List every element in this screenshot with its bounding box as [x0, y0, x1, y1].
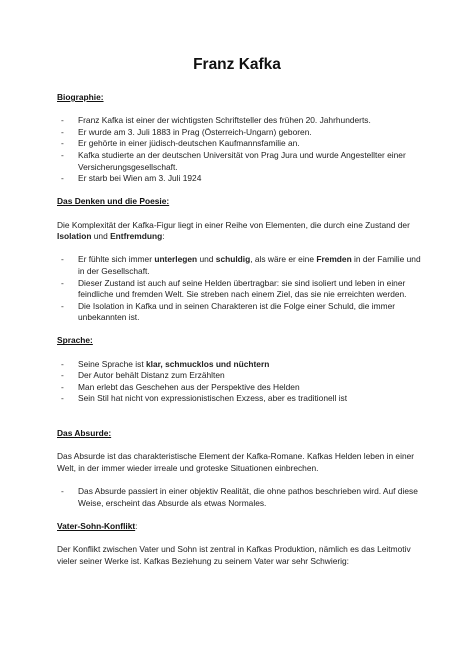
- text-run: Seine Sprache ist: [78, 358, 146, 369]
- list-item: [57, 359, 425, 371]
- heading-colon: :: [135, 520, 138, 531]
- list-item: - Er wurde am 3. Juli 1883 in Prag (Österreich-Ungarn) geboren.: [57, 127, 425, 139]
- section-heading-absurde: Das Absurde:: [57, 428, 112, 439]
- denken-list: [57, 254, 425, 324]
- section-heading-biographie: Biographie:: [57, 92, 104, 102]
- list-item: - Er starb bei Wien am 3. Juli 1924: [57, 173, 425, 185]
- document-body: [57, 92, 425, 567]
- list-item: - Der Autor behält Distanz zum Erzählten: [57, 370, 425, 382]
- list-item: - Man erlebt das Geschehen aus der Perspektive des Helden: [57, 382, 425, 394]
- paragraph-vater-intro: Der Konflikt zwischen Vater und Sohn ist zentral in Kafkas Produktion, nämlich es das Leitmotiv vieler seiner Werke ist. Kafkas Beziehung zu seinem Vater war sehr Schwierig:: [57, 543, 411, 566]
- bold-run: schuldig: [215, 254, 251, 265]
- bold-run: unterlegen: [154, 254, 198, 265]
- bold-run: klar, schmucklos und nüchtern: [145, 358, 270, 369]
- list-item: - Er gehörte in einer jüdisch-deutschen Kaufmannsfamilie an.: [57, 138, 425, 150]
- section-heading-vater: Vater-Sohn-Konflikt: [57, 520, 136, 531]
- list-item: - Kafka studierte an der deutschen Universität von Prag Jura und wurde Angestellter einer Versicherungsgesellschaft.: [57, 150, 425, 173]
- section-heading-sprache: Sprache:: [57, 335, 93, 346]
- text-run: , als wäre er eine: [250, 254, 317, 265]
- text-run: Er fühlte sich immer: [78, 254, 155, 265]
- list-item: - Dieser Zustand ist auch auf seine Helden übertragbar: sie sind isoliert und leben in einer feindliche und fremden Welt. Sie streben nach einem Ziel, das sie nie erreichten werden.: [57, 278, 425, 301]
- text-run: :: [162, 231, 165, 242]
- paragraph-denken-intro: [57, 220, 425, 243]
- section-heading-denken: Das Denken und die Poesie:: [57, 196, 170, 207]
- bold-run: Entfremdung: [110, 231, 163, 242]
- sprache-list: [57, 359, 425, 405]
- text-run: in der Familie und in der Gesellschaft.: [78, 254, 421, 276]
- page-title: Franz Kafka: [193, 56, 281, 73]
- text-run: und: [197, 254, 216, 265]
- text-run: Die Komplexität der Kafka-Figur liegt in einer Reihe von Elementen, die durch eine Zustand der: [57, 219, 410, 230]
- list-item: - Sein Stil hat nicht von expressionistischen Exzess, aber es traditionell ist: [57, 393, 425, 405]
- bold-run: Isolation: [57, 231, 92, 242]
- bold-run: Fremden: [316, 254, 352, 265]
- list-item: [57, 254, 425, 277]
- biographie-list: [57, 115, 425, 185]
- list-item: - Franz Kafka ist einer der wichtigsten Schriftsteller des frühen 20. Jahrhunderts.: [57, 115, 425, 127]
- paragraph-absurde-intro: Das Absurde ist das charakteristische Element der Kafka-Romane. Kafkas Helden leben in einer Welt, in der immer wieder irreale und groteske Situationen einbrechen.: [57, 451, 415, 473]
- absurde-list: [57, 486, 425, 509]
- list-item: - Das Absurde passiert in einer objektiv Realität, die ohne pathos beschrieben wird. Auf diese Weise, erscheint das Absurde als etwas Normales.: [57, 486, 425, 509]
- text-run: und: [91, 231, 111, 242]
- list-item: - Die Isolation in Kafka und in seinen Charakteren ist die Folge einer Schuld, die immer unbekannten ist.: [57, 301, 425, 324]
